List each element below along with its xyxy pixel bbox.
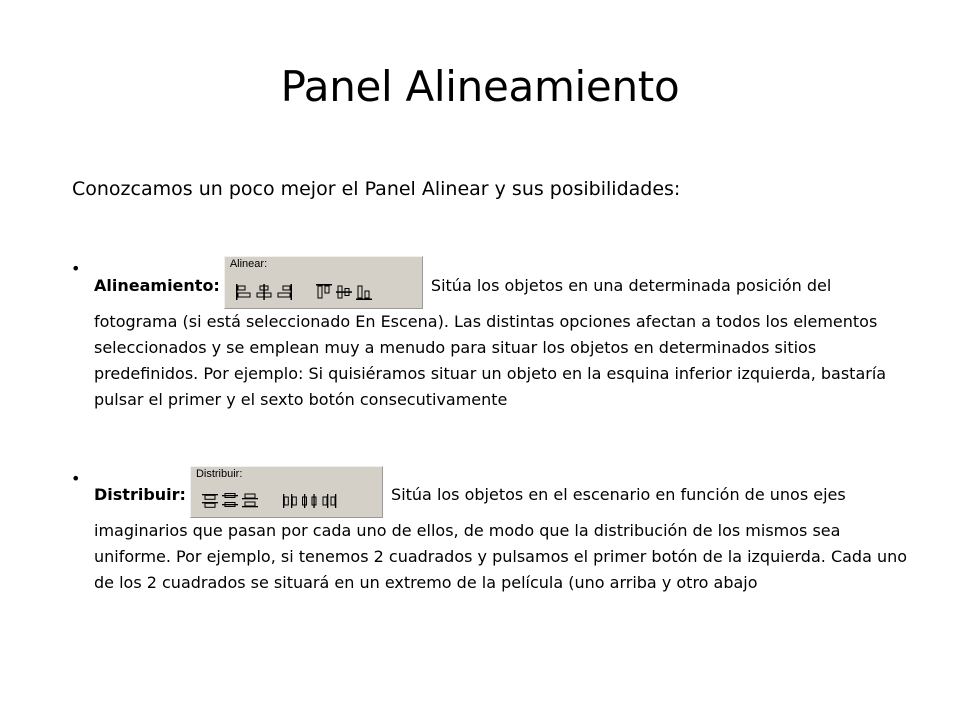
- distribute-left-edge-icon[interactable]: [280, 492, 300, 510]
- distribute-palette-buttons: [200, 492, 340, 510]
- distribute-top-edge-icon[interactable]: [200, 492, 220, 510]
- bullet-alineamiento: [71, 256, 914, 413]
- bullet-distribuir: [71, 466, 914, 596]
- distribute-bottom-edge-icon[interactable]: [240, 492, 260, 510]
- bullet-text-alineamiento: Sitúa los objetos en una determinada posición del fotograma (si está seleccionado En Escena). Las distintas opciones afectan a todos los elementos seleccionados y se emplean muy a menudo para situar los objetos en determinados sitios predefinidos. Por ejemplo: Si quisiéramos situar un objeto en la esquina inferior izquierda, bastaría pulsar el primer y el sexto botón consecutivamente: [94, 276, 887, 409]
- align-right-edge-icon[interactable]: [274, 283, 294, 301]
- distribute-right-edge-icon[interactable]: [320, 492, 340, 510]
- bullet-dot-icon: •: [71, 259, 81, 278]
- distribute-vertical-center-icon[interactable]: [220, 492, 240, 510]
- align-palette-title: Alinear:: [229, 258, 268, 270]
- align-palette: [224, 256, 423, 309]
- align-palette-buttons: [234, 283, 374, 301]
- bullet-text-distribuir: Sitúa los objetos en el escenario en función de unos ejes imaginarios que pasan por cada uno de ellos, de modo que la distribución de los mismos sea uniforme. Por ejemplo, si tenemos 2 cuadrados y pulsamos el primer botón de la izquierda. Cada uno de los 2 cuadrados se situará en un extremo de la película (uno arriba y otro abajo: [94, 485, 908, 592]
- distribute-palette: [190, 466, 383, 518]
- slide-title: Panel Alineamiento: [280, 62, 680, 111]
- distribute-horizontal-center-icon[interactable]: [300, 492, 320, 510]
- intro-text: Conozcamos un poco mejor el Panel Alinear y sus posibilidades:: [72, 178, 681, 200]
- align-horizontal-center-icon[interactable]: [254, 283, 274, 301]
- distribute-palette-title: Distribuir:: [195, 468, 243, 480]
- align-vertical-center-icon[interactable]: [334, 283, 354, 301]
- bullet-label-distribuir: Distribuir:: [94, 485, 186, 504]
- bullet-dot-icon: •: [71, 469, 81, 488]
- align-bottom-edge-icon[interactable]: [354, 283, 374, 301]
- align-left-edge-icon[interactable]: [234, 283, 254, 301]
- align-top-edge-icon[interactable]: [314, 283, 334, 301]
- bullet-label-alineamiento: Alineamiento:: [94, 276, 220, 295]
